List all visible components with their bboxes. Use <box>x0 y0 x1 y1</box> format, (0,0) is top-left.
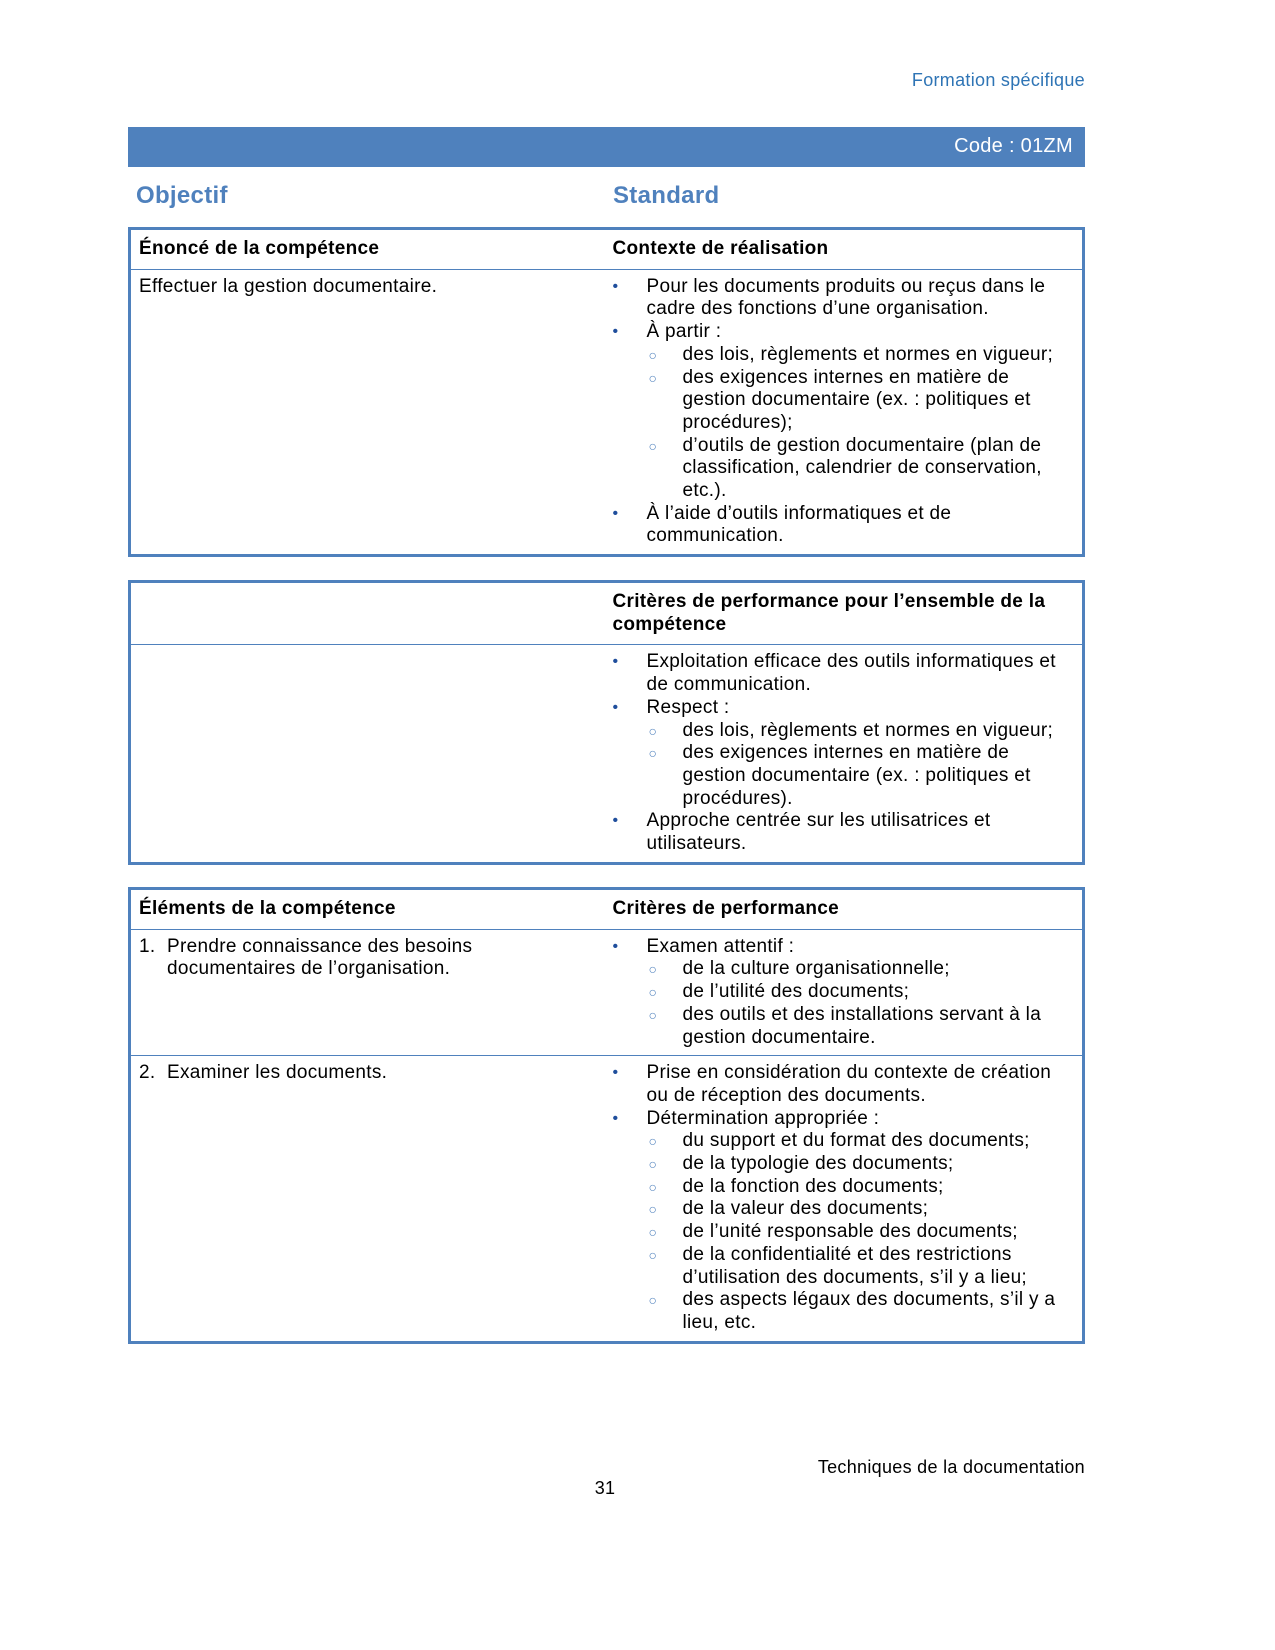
sub-bullet-item: ○ de la culture organisationnelle; <box>613 958 1075 981</box>
bullet-item: • Pour les documents produits ou reçus dans le cadre des fonctions d’une organisation. <box>613 276 1075 321</box>
sub-bullet-item: ○ de la valeur des documents; <box>613 1198 1075 1221</box>
bullet-item: • Exploitation efficace des outils informatiques et de communication. <box>613 651 1075 696</box>
objectif-heading: Objectif <box>136 182 228 209</box>
empty-cell <box>130 645 605 863</box>
enonce-header: Énoncé de la compétence <box>130 229 605 270</box>
elements-table <box>128 887 1085 1344</box>
element-number: 2. <box>139 1062 156 1084</box>
sub-bullet-item: ○ des exigences internes en matière de gestion documentaire (ex. : politiques et procédures). <box>613 742 1075 810</box>
page-number: 31 <box>594 1478 616 1498</box>
criteres-list-2 <box>613 1062 1075 1334</box>
element-2 <box>139 1062 597 1085</box>
bullet-item: • Respect : <box>613 697 1075 720</box>
criteres-list-1 <box>613 936 1075 1050</box>
criteres-ensemble-table <box>128 580 1085 865</box>
sub-bullet-item: ○ de l’unité responsable des documents; <box>613 1221 1075 1244</box>
competence-table <box>128 227 1085 557</box>
criteres-ensemble-list <box>613 651 1075 855</box>
sub-bullet-item: ○ de la typologie des documents; <box>613 1153 1075 1176</box>
sub-bullet-item: ○ des lois, règlements et normes en vigueur; <box>613 344 1075 367</box>
criteres-header: Critères de performance <box>605 889 1084 930</box>
contexte-header: Contexte de réalisation <box>605 229 1084 270</box>
element-text: Prendre connaissance des besoins documentaires de l’organisation. <box>167 935 473 980</box>
sub-bullet-item: ○ des exigences internes en matière de gestion documentaire (ex. : politiques et procédures); <box>613 367 1075 435</box>
sub-bullet-item: ○ de la confidentialité et des restrictions d’utilisation des documents, s’il y a lieu; <box>613 1244 1075 1289</box>
element-1 <box>139 936 597 981</box>
sub-bullet-item: ○ de la fonction des documents; <box>613 1176 1075 1199</box>
contexte-list <box>613 276 1075 548</box>
elements-header: Éléments de la compétence <box>130 889 605 930</box>
bullet-item: • Examen attentif : <box>613 936 1075 959</box>
standard-heading: Standard <box>613 182 720 209</box>
sub-bullet-item: ○ d’outils de gestion documentaire (plan de classification, calendrier de conservation, etc.). <box>613 435 1075 503</box>
sub-bullet-item: ○ des aspects légaux des documents, s’il y a lieu, etc. <box>613 1289 1075 1334</box>
sub-bullet-item: ○ du support et du format des documents; <box>613 1130 1075 1153</box>
running-header: Formation spécifique <box>911 70 1085 90</box>
bullet-item: • Prise en considération du contexte de création ou de réception des documents. <box>613 1062 1075 1107</box>
enonce-text: Effectuer la gestion documentaire. <box>139 275 438 297</box>
footer-title: Techniques de la documentation <box>817 1457 1085 1477</box>
criteres-ensemble-header: Critères de performance pour l’ensemble de la compétence <box>605 582 1084 645</box>
bullet-item: • À l’aide d’outils informatiques et de communication. <box>613 503 1075 548</box>
bullet-item: • Approche centrée sur les utilisatrices et utilisateurs. <box>613 810 1075 855</box>
bullet-item: • Détermination appropriée : <box>613 1108 1075 1131</box>
code-band: Code : 01ZM <box>128 127 1085 167</box>
sub-bullet-item: ○ des lois, règlements et normes en vigueur; <box>613 720 1075 743</box>
element-number: 1. <box>139 935 156 957</box>
sub-bullet-item: ○ des outils et des installations servant à la gestion documentaire. <box>613 1004 1075 1049</box>
bullet-item: • À partir : <box>613 321 1075 344</box>
sub-bullet-item: ○ de l’utilité des documents; <box>613 981 1075 1004</box>
element-text: Examiner les documents. <box>167 1062 388 1084</box>
empty-header <box>130 582 605 645</box>
